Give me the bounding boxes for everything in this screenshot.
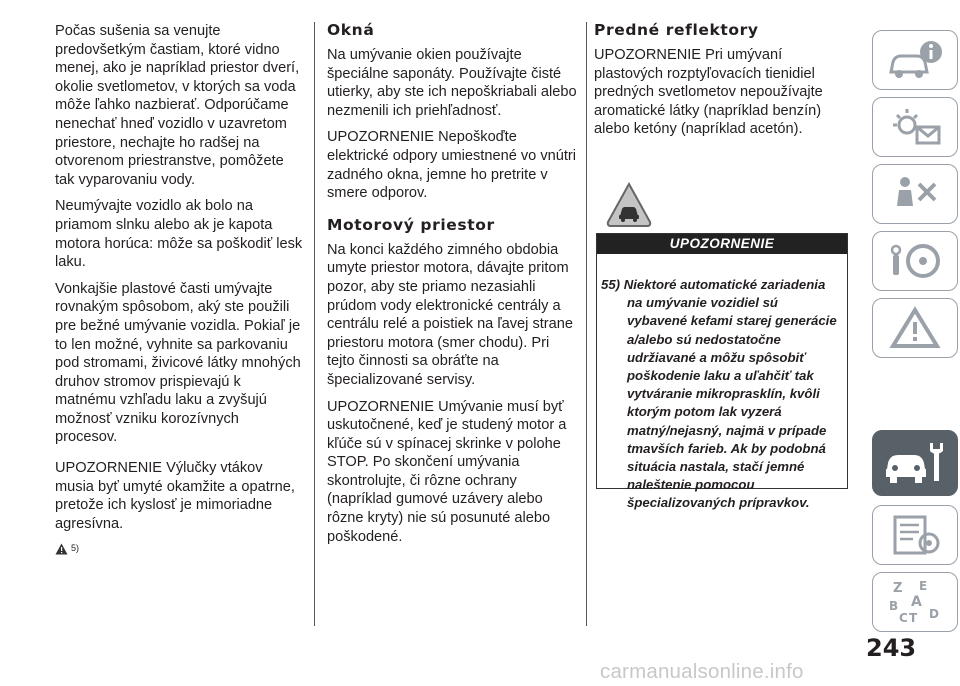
- section-heading-engine-bay: Motorový priestor: [327, 215, 495, 234]
- footnote-reference[interactable]: [55, 539, 305, 558]
- car-warning-sign-icon: [606, 182, 652, 228]
- paragraph: Počas sušenia sa venujte predovšetkým častiam, ktoré vidno menej, ako je napríklad priestor dverí, okolie svetlometov, v ktorých sa voda môže ľahko nazbierať. Odporúčame nenechať hneď vozidlo v uzavretom priestore, nechajte ho radšej na otvorenom priestranstve, pomôžete tak vyparovaniu vody.: [55, 23, 300, 188]
- warning-box-title: UPOZORNENIE: [597, 234, 847, 254]
- index-letter: A: [911, 594, 922, 610]
- tab-technical-data[interactable]: [872, 505, 958, 565]
- warning-triangle-icon: [55, 543, 68, 555]
- column-3: [594, 20, 849, 147]
- warning-paragraph: UPOZORNENIE Nepoškoďte elektrické odpory umiestnené vo vnútri zadného okna, jemne ho pretrite v smere odporov.: [327, 129, 577, 202]
- warning-paragraph: UPOZORNENIE Pri umývaní plastových rozptyľovacích tienidiel predných svetlometov nepoužívajte aromatické látky (napríklad benzín) alebo ketóny (napríklad acetón).: [594, 47, 823, 138]
- paragraph: Na konci každého zimného obdobia umyte priestor motora, dávajte pritom pozor, aby ste priamo nezasiahli prúdom vody elektronické centrály a centrálu relé a poistiek na ľavej strane priestoru motora (smer chodu). Pri tejto činnosti sa obráťte na špecializované servisy.: [327, 241, 573, 388]
- warning-triangle-icon: [885, 306, 945, 350]
- warning-paragraph: UPOZORNENIE Výlučky vtákov musia byť umyté okamžite a opatrne, pretože ich kyslosť je mimoriadne agresívna.: [55, 460, 295, 532]
- steering-key-icon: [885, 239, 945, 283]
- paragraph: Neumývajte vozidlo ak bolo na priamom slnku alebo ak je kapota motora horúca: môže sa poškodiť lesk laku.: [55, 198, 303, 271]
- section-heading-windows: Okná: [327, 21, 375, 39]
- column-1: [55, 22, 305, 558]
- tab-warning-lights[interactable]: [872, 97, 958, 157]
- column-divider: [314, 22, 315, 626]
- warning-paragraph: UPOZORNENIE Umývanie musí byť uskutočnené, keď je studený motor a kľúče sú v spínacej skrinke v polohe STOP. Po skončení umývania skontrolujte, či rôzne ochrany (napríklad gumové uzávery alebo rôzne kryty) nie sú posunuté alebo poškodené.: [327, 398, 567, 545]
- warning-box-text: 55) Niektoré automatické zariadenia na umývanie vozidiel sú vybavené kefami starej generácie a/alebo sú nedostatočne udržiavané a môžu spôsobiť poškodenie laku a uľahčiť tak vytváranie mikroprasklín, kvôli ktorým potom lak vyzerá matný/nejasný, najmä v prípade tmavších farieb. Ak by podobná situácia nastala, stačí jemné naleštenie pomocou špecializovaných prípravkov.: [601, 277, 837, 511]
- technical-data-icon: [885, 513, 945, 557]
- warning-box: [596, 233, 848, 511]
- index-letter: E: [919, 579, 928, 593]
- tab-car-info[interactable]: [872, 30, 958, 90]
- tab-safety[interactable]: [872, 164, 958, 224]
- section-heading-headlights: Predné reflektory: [594, 21, 759, 39]
- index-letter: B: [889, 599, 899, 613]
- car-service-icon: [882, 439, 948, 487]
- paragraph: Na umývanie okien používajte špeciálne saponáty. Používajte čisté utierky, aby ste ich nepoškriabali alebo nezmenili ich priehľadnosť.: [327, 47, 577, 119]
- index-letter: D: [929, 607, 939, 621]
- column-2: [327, 20, 579, 554]
- footnote-ref-label: 5): [71, 543, 80, 554]
- car-info-icon: [885, 38, 945, 82]
- index-icon: [885, 578, 945, 626]
- tab-maintenance-care[interactable]: [872, 430, 958, 496]
- index-letter: C: [899, 611, 908, 625]
- column-divider: [586, 22, 587, 626]
- tab-emergency[interactable]: [872, 298, 958, 358]
- tab-index[interactable]: [872, 572, 958, 632]
- index-letter: Z: [893, 581, 903, 596]
- tab-starting-driving[interactable]: [872, 231, 958, 291]
- warning-lights-icon: [885, 105, 945, 149]
- watermark: carmanualsonline.info: [600, 660, 804, 683]
- paragraph: Vonkajšie plastové časti umývajte rovnakým spôsobom, aký ste použili pre bežné umývanie vozidla. Pokiaľ je to len možné, vyhnite sa parkovaniu pod stromami, živicové látky mnohých druhov stromov prispievajú k matnému vzhľadu laku a zvyšujú možnosť vzniku korozívnych procesov.: [55, 280, 301, 446]
- page-number: 243: [866, 634, 917, 662]
- airbag-seat-icon: [885, 172, 945, 216]
- index-letter: T: [909, 611, 918, 625]
